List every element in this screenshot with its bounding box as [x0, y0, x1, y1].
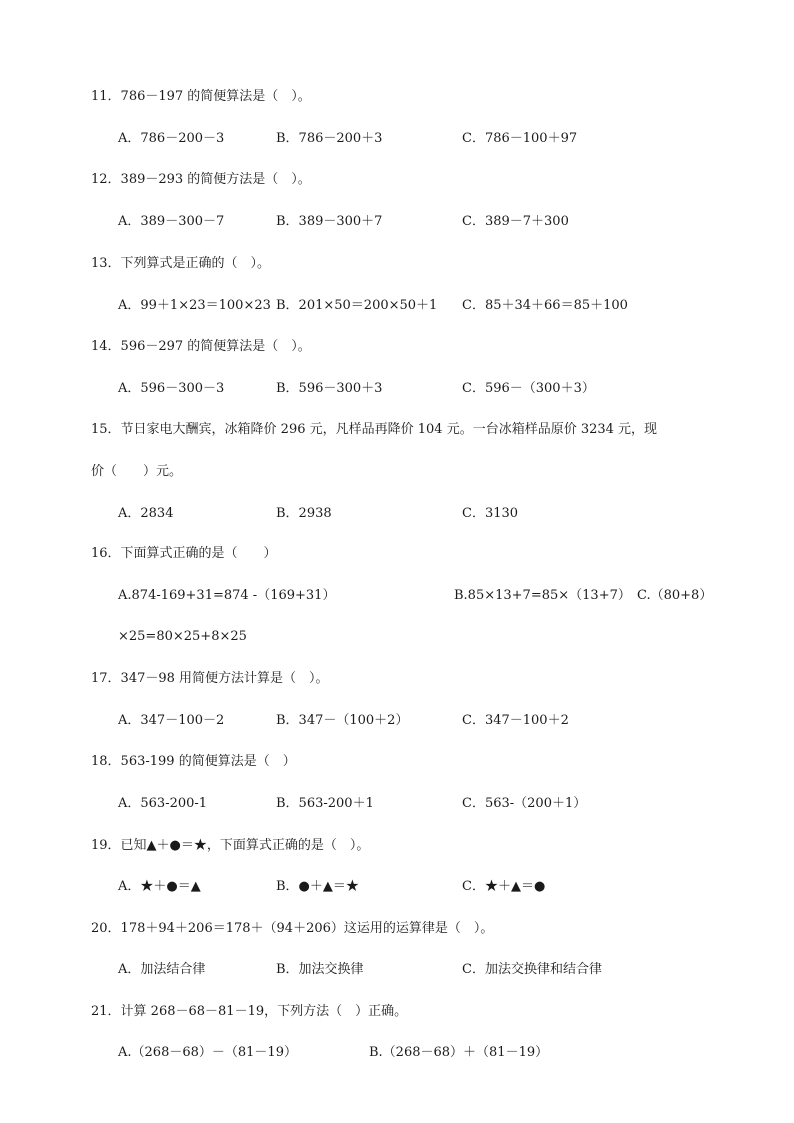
question-number: 14．	[91, 339, 121, 354]
question-18	[91, 753, 296, 771]
question-text: 已知▲＋●＝★，下面算式正确的是（ ）。	[120, 838, 370, 853]
question-text: 563-199 的简便算法是（ ）	[120, 754, 296, 769]
question-19	[91, 837, 369, 855]
option-c[interactable]: C．786－100＋97	[462, 131, 578, 146]
option-b[interactable]: B.（268－68）＋（81－19）	[369, 1045, 549, 1060]
question-number: 19．	[91, 838, 121, 853]
question-number: 20．	[91, 921, 121, 936]
question-20	[91, 920, 493, 938]
option-c[interactable]: C．389－7＋300	[462, 214, 569, 229]
option-b[interactable]: B．●＋▲＝★	[276, 879, 359, 894]
question-number: 16．	[91, 546, 121, 561]
option-b[interactable]: B．389－300＋7	[276, 214, 383, 229]
option-c-continuation: ×25=80×25+8×25	[118, 629, 247, 644]
question-text: 596－297 的简便算法是（ ）。	[120, 339, 311, 354]
question-text: 178＋94＋206＝178＋（94＋206）这运用的运算律是（ ）。	[120, 921, 494, 936]
option-a[interactable]: A．347－100－2	[118, 713, 225, 728]
option-a[interactable]: A．563-200-1	[118, 796, 208, 811]
question-text: 786－197 的简便算法是（ ）。	[120, 89, 311, 104]
question-number: 17．	[91, 671, 121, 686]
question-number: 12．	[91, 172, 121, 187]
option-c[interactable]: C．85＋34＋66＝85＋100	[462, 298, 628, 313]
option-a[interactable]: A．99＋1×23＝100×23	[118, 298, 271, 313]
option-b[interactable]: B．201×50＝200×50＋1	[276, 298, 438, 313]
option-b[interactable]: B．347－（100＋2）	[276, 713, 409, 728]
option-a[interactable]: A.874-169+31=874 -（169+31）	[118, 588, 336, 603]
option-b[interactable]: B．596－300＋3	[276, 381, 383, 396]
option-b[interactable]: B．563-200＋1	[276, 796, 374, 811]
question-text: 计算 268－68－81－19，下列方法（ ）正确。	[120, 1004, 408, 1019]
question-text: 389－293 的简便方法是（ ）。	[120, 172, 311, 187]
question-text: 347－98 用简便方法计算是（ ）。	[120, 671, 329, 686]
option-c[interactable]: C．563-（200＋1）	[462, 796, 587, 811]
question-17	[91, 670, 329, 688]
option-b[interactable]: B．2938	[276, 506, 332, 521]
option-c[interactable]: C．596－（300＋3）	[462, 381, 595, 396]
option-a[interactable]: A.（268－68）－（81－19）	[118, 1045, 297, 1060]
option-c[interactable]: C．3130	[462, 506, 519, 521]
option-c[interactable]: C.（80+8）	[637, 588, 713, 603]
question-16	[91, 545, 277, 563]
question-15-continuation: 价（ ）元。	[91, 464, 183, 479]
question-11	[91, 88, 311, 106]
question-13	[91, 255, 270, 273]
question-15	[91, 421, 657, 439]
question-number: 11．	[91, 89, 121, 104]
question-text: 节日家电大酬宾，冰箱降价 296 元，凡样品再降价 104 元。一台冰箱样品原价 3234 元，现	[120, 422, 658, 437]
option-c[interactable]: C．★＋▲＝●	[462, 879, 546, 894]
question-text: 下面算式正确的是（ ）	[120, 546, 277, 561]
option-b[interactable]: B．786－200＋3	[276, 131, 383, 146]
question-14	[91, 338, 311, 356]
question-12	[91, 171, 311, 189]
option-a[interactable]: A．596－300－3	[118, 381, 225, 396]
question-number: 21．	[91, 1004, 121, 1019]
question-number: 18．	[91, 754, 121, 769]
option-a[interactable]: A．加法结合律	[118, 962, 206, 977]
option-b[interactable]: B.85×13+7=85×（13+7）	[454, 588, 631, 603]
question-number: 15．	[91, 422, 121, 437]
option-a[interactable]: A．786－200－3	[118, 131, 225, 146]
option-a[interactable]: A．2834	[118, 506, 174, 521]
option-c[interactable]: C．347－100＋2	[462, 713, 569, 728]
option-c[interactable]: C．加法交换律和结合律	[462, 962, 602, 977]
question-number: 13．	[91, 256, 121, 271]
question-text: 下列算式是正确的（ ）。	[120, 256, 271, 271]
option-b[interactable]: B．加法交换律	[276, 962, 364, 977]
option-a[interactable]: A．★＋●＝▲	[118, 879, 201, 894]
question-21	[91, 1003, 407, 1021]
option-a[interactable]: A．389－300－7	[118, 214, 225, 229]
